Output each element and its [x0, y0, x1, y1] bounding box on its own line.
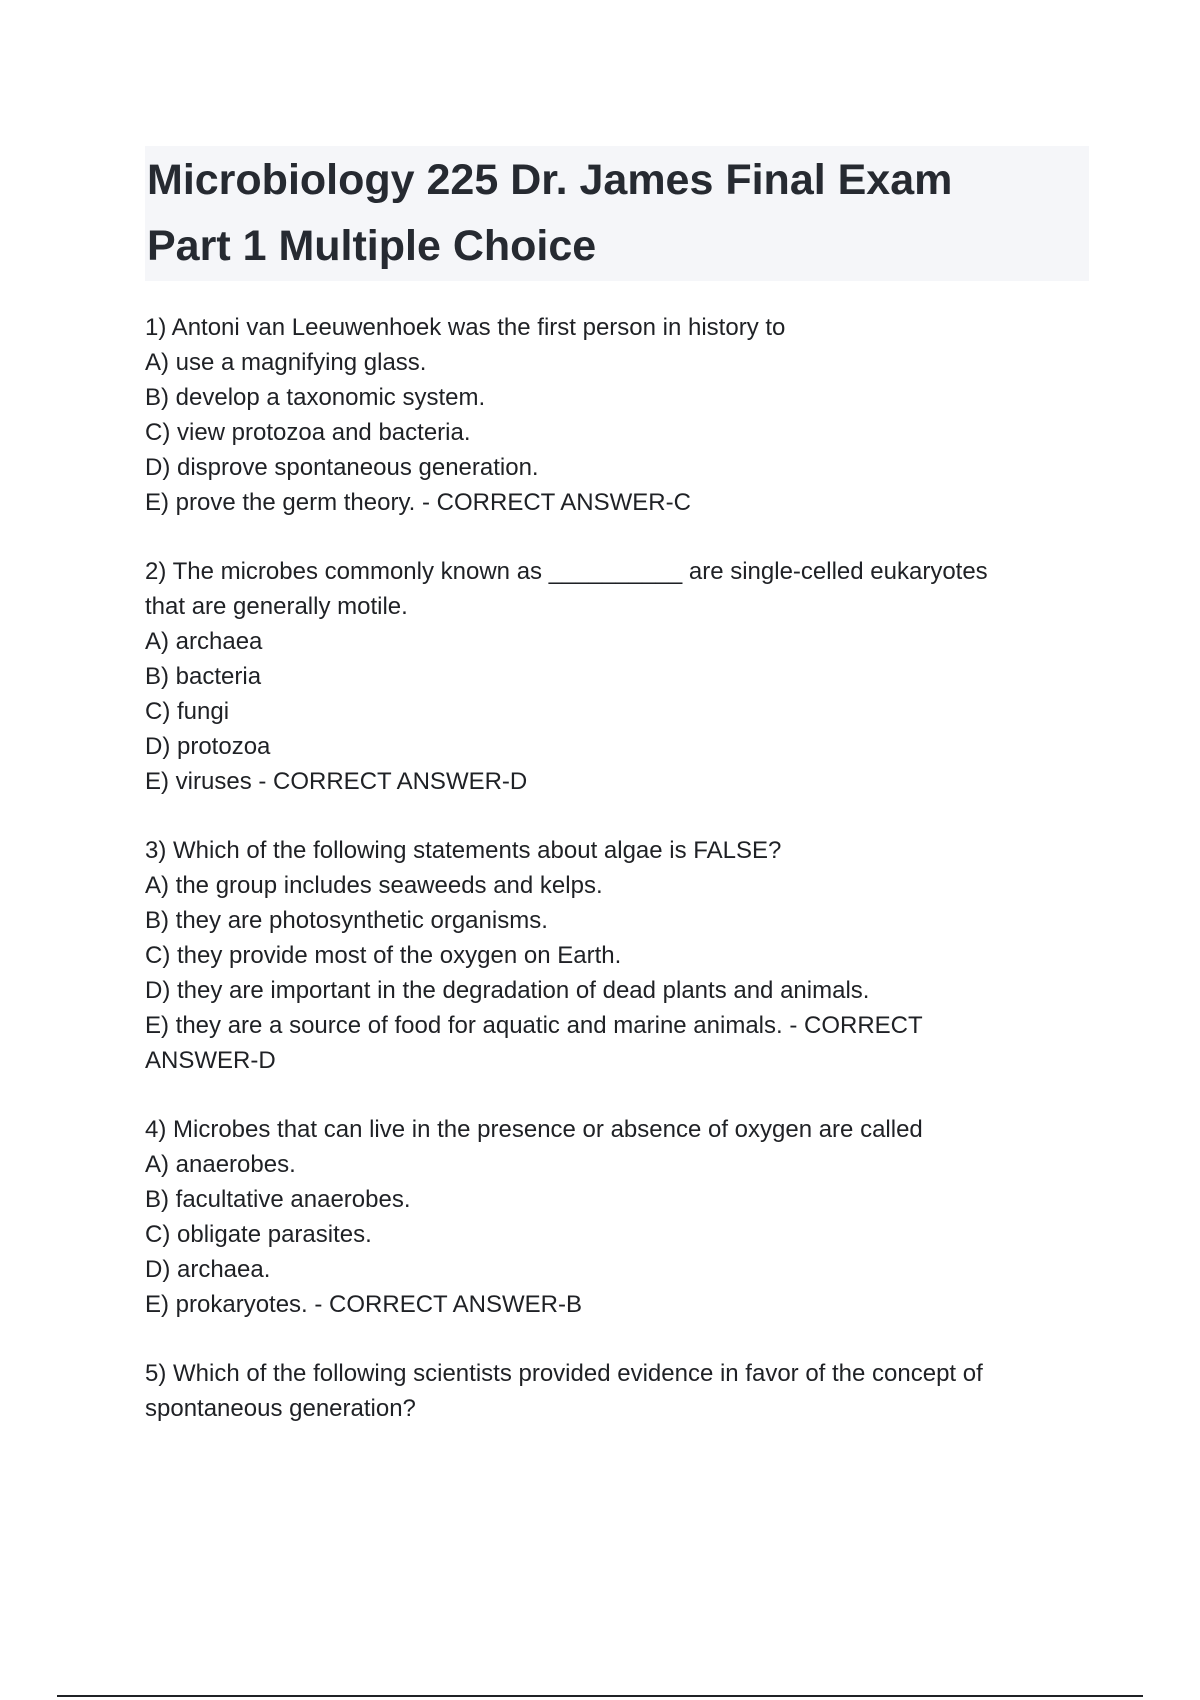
- question-2-option-e-answer: E) viruses - CORRECT ANSWER-D: [145, 768, 528, 795]
- document-title: [145, 146, 1089, 281]
- question-2-option-b: B) bacteria: [145, 663, 262, 690]
- question-5: [145, 1356, 1085, 1426]
- question-5-stem: 5) Which of the following scientists provided evidence in favor of the concept of: [145, 1360, 983, 1387]
- title-line-2: Part 1 Multiple Choice: [147, 222, 597, 270]
- question-1-option-d: D) disprove spontaneous generation.: [145, 454, 539, 481]
- question-3-option-b: B) they are photosynthetic organisms.: [145, 907, 548, 934]
- question-4-option-c: C) obligate parasites.: [145, 1221, 372, 1248]
- question-3-stem: 3) Which of the following statements about algae is FALSE?: [145, 837, 782, 864]
- question-4-option-e-answer: E) prokaryotes. - CORRECT ANSWER-B: [145, 1291, 582, 1318]
- question-1-stem: 1) Antoni van Leeuwenhoek was the first person in history to: [145, 314, 786, 341]
- question-list: [145, 310, 1085, 1460]
- question-3-answer: ANSWER-D: [145, 1047, 276, 1074]
- question-3-option-a: A) the group includes seaweeds and kelps.: [145, 872, 603, 899]
- question-2-option-c: C) fungi: [145, 698, 230, 725]
- title-line-1: Microbiology 225 Dr. James Final Exam: [147, 156, 953, 204]
- question-3-option-e: E) they are a source of food for aquatic and marine animals. - CORRECT: [145, 1012, 923, 1039]
- question-1-option-e-answer: E) prove the germ theory. - CORRECT ANSWER-C: [145, 489, 691, 516]
- question-3-option-d: D) they are important in the degradation of dead plants and animals.: [145, 977, 870, 1004]
- question-4-stem: 4) Microbes that can live in the presence or absence of oxygen are called: [145, 1116, 923, 1143]
- question-1-option-b: B) develop a taxonomic system.: [145, 384, 486, 411]
- question-4: [145, 1112, 1085, 1322]
- question-2-stem-continued: that are generally motile.: [145, 593, 408, 620]
- question-2-option-a: A) archaea: [145, 628, 263, 655]
- question-4-option-a: A) anaerobes.: [145, 1151, 296, 1178]
- question-2-option-d: D) protozoa: [145, 733, 271, 760]
- question-5-stem-continued: spontaneous generation?: [145, 1395, 416, 1422]
- question-1-option-a: A) use a magnifying glass.: [145, 349, 427, 376]
- question-1: [145, 310, 1085, 520]
- question-2: [145, 554, 1085, 799]
- footer-divider: [57, 1695, 1143, 1697]
- question-2-stem: 2) The microbes commonly known as __________ are single-celled eukaryotes: [145, 558, 988, 585]
- question-4-option-b: B) facultative anaerobes.: [145, 1186, 411, 1213]
- question-3: [145, 833, 1085, 1078]
- question-1-option-c: C) view protozoa and bacteria.: [145, 419, 471, 446]
- question-4-option-d: D) archaea.: [145, 1256, 271, 1283]
- question-3-option-c: C) they provide most of the oxygen on Earth.: [145, 942, 622, 969]
